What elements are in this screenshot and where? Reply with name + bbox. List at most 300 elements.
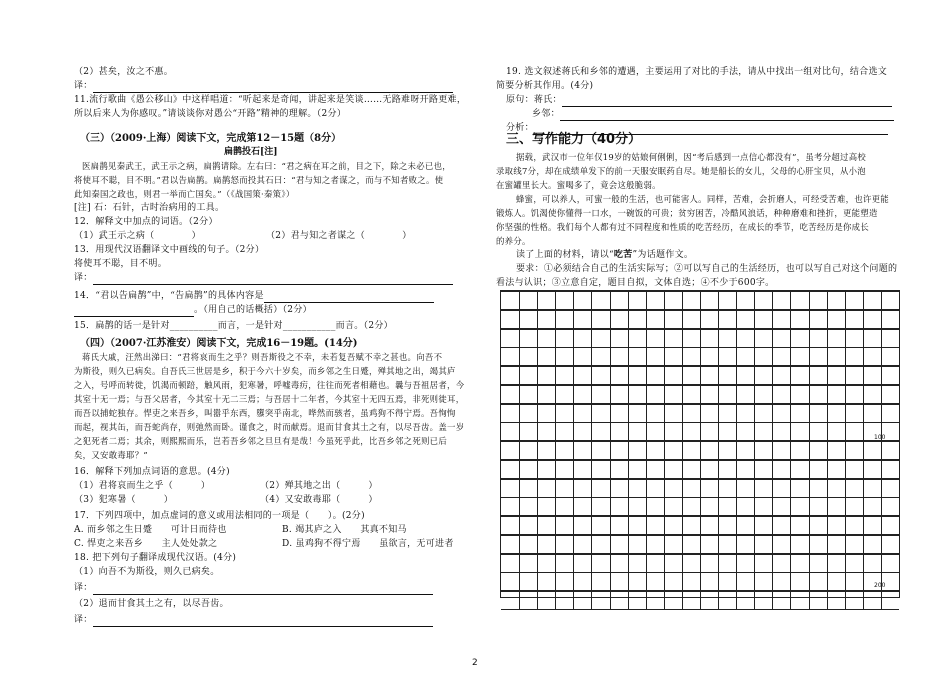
grid-cell[interactable] [809,330,828,347]
grid-cell[interactable] [754,386,773,403]
grid-cell[interactable] [573,442,592,459]
grid-cell[interactable] [827,348,846,365]
grid-cell[interactable] [519,423,538,440]
grid-cell[interactable] [501,386,520,403]
grid-cell[interactable] [845,442,864,459]
grid-cell[interactable] [827,498,846,515]
grid-cell[interactable] [664,555,683,572]
grid-cell[interactable] [863,517,882,534]
grid-cell[interactable] [610,517,629,534]
grid-cell[interactable] [537,573,556,590]
grid-cell[interactable] [682,405,701,422]
grid-cell[interactable] [501,423,520,440]
grid-cell[interactable] [845,461,864,478]
grid-cell[interactable] [519,330,538,347]
grid-cell[interactable] [664,536,683,553]
grid-cell[interactable] [700,367,719,384]
grid-cell[interactable] [736,330,755,347]
grid-cell[interactable] [809,517,828,534]
grid-cell[interactable] [537,480,556,497]
grid-cell[interactable] [555,348,574,365]
grid-cell[interactable] [700,405,719,422]
grid-cell[interactable] [827,573,846,590]
grid-cell[interactable] [501,311,520,328]
grid-cell[interactable] [628,555,647,572]
grid-cell[interactable] [790,423,809,440]
grid-cell[interactable] [700,592,719,609]
grid-cell[interactable] [591,555,610,572]
grid-cell[interactable] [809,536,828,553]
grid-cell[interactable] [772,423,791,440]
grid-cell[interactable] [845,555,864,572]
grid-cell[interactable] [646,330,665,347]
grid-cell[interactable] [754,517,773,534]
grid-cell[interactable] [555,536,574,553]
grid-cell[interactable] [772,517,791,534]
grid-cell[interactable] [555,367,574,384]
grid-cell[interactable] [664,292,683,309]
grid-cell[interactable] [772,461,791,478]
grid-cell[interactable] [736,555,755,572]
grid-cell[interactable] [664,480,683,497]
grid-cell[interactable] [501,498,520,515]
grid-cell[interactable] [754,498,773,515]
grid-cell[interactable] [537,348,556,365]
grid-cell[interactable] [700,386,719,403]
grid-cell[interactable] [682,386,701,403]
grid-cell[interactable] [772,555,791,572]
grid-cell[interactable] [845,348,864,365]
grid-cell[interactable] [827,442,846,459]
grid-cell[interactable] [537,461,556,478]
grid-cell[interactable] [736,386,755,403]
grid-row[interactable] [501,366,899,385]
grid-cell[interactable] [809,292,828,309]
grid-cell[interactable] [610,386,629,403]
grid-cell[interactable] [537,367,556,384]
grid-cell[interactable] [573,461,592,478]
grid-cell[interactable] [573,573,592,590]
grid-cell[interactable] [610,498,629,515]
grid-cell[interactable] [790,330,809,347]
grid-cell[interactable] [827,330,846,347]
grid-cell[interactable] [736,292,755,309]
grid-cell[interactable] [790,386,809,403]
grid-cell[interactable] [718,517,737,534]
grid-cell[interactable] [628,461,647,478]
grid-cell[interactable] [501,517,520,534]
grid-cell[interactable] [573,498,592,515]
grid-cell[interactable] [809,348,828,365]
grid-cell[interactable] [736,405,755,422]
grid-cell[interactable] [845,386,864,403]
grid-row[interactable] [501,572,899,591]
grid-cell[interactable] [772,480,791,497]
grid-cell[interactable] [827,555,846,572]
grid-cell[interactable] [718,573,737,590]
grid-cell[interactable] [519,573,538,590]
grid-cell[interactable] [863,498,882,515]
grid-cell[interactable] [718,442,737,459]
grid-cell[interactable] [754,348,773,365]
grid-cell[interactable] [501,292,520,309]
grid-cell[interactable] [537,405,556,422]
grid-cell[interactable] [646,480,665,497]
grid-cell[interactable] [718,348,737,365]
grid-cell[interactable] [664,517,683,534]
grid-cell[interactable] [664,311,683,328]
grid-cell[interactable] [646,592,665,609]
grid-cell[interactable] [827,517,846,534]
grid-cell[interactable] [555,442,574,459]
grid-cell[interactable] [555,311,574,328]
grid-cell[interactable] [772,386,791,403]
grid-cell[interactable] [772,442,791,459]
grid-cell[interactable] [790,573,809,590]
grid-cell[interactable] [646,386,665,403]
grid-cell[interactable] [682,348,701,365]
grid-cell[interactable] [845,480,864,497]
grid-cell[interactable] [827,405,846,422]
grid-cell[interactable] [537,555,556,572]
grid-cell[interactable] [573,292,592,309]
grid-row[interactable] [501,535,899,554]
grid-cell[interactable] [628,517,647,534]
grid-cell[interactable] [682,480,701,497]
grid-cell[interactable] [718,292,737,309]
grid-cell[interactable] [754,555,773,572]
grid-cell[interactable] [537,536,556,553]
grid-cell[interactable] [555,292,574,309]
grid-cell[interactable] [591,592,610,609]
grid-cell[interactable] [790,461,809,478]
grid-cell[interactable] [790,517,809,534]
grid-cell[interactable] [573,592,592,609]
grid-cell[interactable] [682,555,701,572]
grid-cell[interactable] [827,536,846,553]
grid-cell[interactable] [664,367,683,384]
grid-cell[interactable] [700,423,719,440]
grid-row[interactable] [501,291,899,310]
grid-cell[interactable] [718,592,737,609]
grid-cell[interactable] [664,573,683,590]
answer-line[interactable] [562,96,892,107]
grid-cell[interactable] [682,292,701,309]
grid-cell[interactable] [646,442,665,459]
grid-cell[interactable] [646,536,665,553]
grid-cell[interactable] [845,592,864,609]
grid-row[interactable] [501,460,899,479]
grid-cell[interactable] [628,311,647,328]
grid-cell[interactable] [555,480,574,497]
grid-row[interactable] [501,497,899,516]
grid-row[interactable] [501,591,899,610]
grid-cell[interactable] [646,311,665,328]
grid-cell[interactable] [646,348,665,365]
grid-row[interactable] [501,329,899,348]
grid-cell[interactable] [754,592,773,609]
grid-cell[interactable] [501,330,520,347]
grid-cell[interactable] [700,498,719,515]
grid-cell[interactable] [863,536,882,553]
grid-cell[interactable] [501,461,520,478]
grid-cell[interactable] [555,405,574,422]
grid-cell[interactable] [718,386,737,403]
grid-row[interactable] [501,422,899,441]
grid-row[interactable] [501,347,899,366]
grid-cell[interactable] [628,330,647,347]
grid-cell[interactable] [845,498,864,515]
grid-cell[interactable] [591,330,610,347]
grid-cell[interactable] [537,311,556,328]
grid-cell[interactable] [682,461,701,478]
grid-cell[interactable] [790,348,809,365]
grid-cell[interactable] [519,405,538,422]
grid-cell[interactable] [573,423,592,440]
grid-cell[interactable] [664,330,683,347]
grid-cell[interactable] [863,405,882,422]
grid-cell[interactable] [610,480,629,497]
grid-cell[interactable] [646,555,665,572]
grid-cell[interactable] [754,367,773,384]
grid-cell[interactable] [772,573,791,590]
grid-cell[interactable] [555,461,574,478]
grid-cell[interactable] [682,592,701,609]
grid-cell[interactable] [519,292,538,309]
grid-cell[interactable] [555,423,574,440]
grid-cell[interactable] [863,386,882,403]
grid-cell[interactable] [628,480,647,497]
grid-cell[interactable] [519,555,538,572]
grid-cell[interactable] [610,461,629,478]
grid-cell[interactable] [573,536,592,553]
grid-cell[interactable] [736,573,755,590]
grid-cell[interactable] [664,592,683,609]
grid-cell[interactable] [700,573,719,590]
grid-cell[interactable] [736,423,755,440]
grid-cell[interactable] [863,480,882,497]
grid-cell[interactable] [519,498,538,515]
grid-cell[interactable] [790,536,809,553]
grid-cell[interactable] [591,292,610,309]
grid-cell[interactable] [718,498,737,515]
grid-cell[interactable] [718,480,737,497]
grid-cell[interactable] [754,330,773,347]
grid-cell[interactable] [501,555,520,572]
grid-cell[interactable] [772,498,791,515]
grid-cell[interactable] [736,480,755,497]
grid-cell[interactable] [754,292,773,309]
grid-cell[interactable] [827,480,846,497]
grid-cell[interactable] [682,311,701,328]
grid-cell[interactable] [591,573,610,590]
grid-cell[interactable] [845,330,864,347]
grid-cell[interactable] [827,311,846,328]
grid-cell[interactable] [519,536,538,553]
grid-cell[interactable] [555,517,574,534]
grid-cell[interactable] [718,461,737,478]
grid-cell[interactable] [501,573,520,590]
grid-cell[interactable] [628,536,647,553]
grid-cell[interactable] [790,292,809,309]
essay-writing-grid[interactable] [500,290,900,598]
grid-cell[interactable] [845,517,864,534]
grid-cell[interactable] [591,311,610,328]
answer-line[interactable] [560,110,894,121]
grid-cell[interactable] [591,386,610,403]
grid-cell[interactable] [591,367,610,384]
grid-cell[interactable] [700,348,719,365]
grid-cell[interactable] [790,480,809,497]
grid-cell[interactable] [664,442,683,459]
grid-cell[interactable] [610,311,629,328]
grid-cell[interactable] [628,442,647,459]
grid-cell[interactable] [591,405,610,422]
grid-cell[interactable] [772,405,791,422]
grid-cell[interactable] [736,517,755,534]
grid-cell[interactable] [772,311,791,328]
grid-cell[interactable] [555,386,574,403]
grid-cell[interactable] [790,442,809,459]
grid-cell[interactable] [845,573,864,590]
answer-line[interactable] [93,82,453,93]
grid-cell[interactable] [501,348,520,365]
grid-cell[interactable] [610,405,629,422]
grid-cell[interactable] [501,442,520,459]
grid-cell[interactable] [573,517,592,534]
grid-cell[interactable] [501,367,520,384]
grid-cell[interactable] [646,498,665,515]
grid-cell[interactable] [682,573,701,590]
grid-cell[interactable] [646,367,665,384]
grid-cell[interactable] [628,348,647,365]
grid-cell[interactable] [537,292,556,309]
grid-cell[interactable] [682,498,701,515]
grid-row[interactable] [501,404,899,423]
grid-cell[interactable] [610,367,629,384]
grid-cell[interactable] [827,292,846,309]
grid-cell[interactable] [700,330,719,347]
grid-cell[interactable] [809,442,828,459]
grid-cell[interactable] [610,592,629,609]
grid-cell[interactable] [591,461,610,478]
grid-cell[interactable] [537,423,556,440]
grid-cell[interactable] [646,461,665,478]
grid-cell[interactable] [772,292,791,309]
grid-row[interactable] [501,516,899,535]
answer-line[interactable] [93,274,453,285]
grid-cell[interactable] [809,423,828,440]
grid-cell[interactable] [664,348,683,365]
grid-cell[interactable] [519,386,538,403]
grid-row[interactable] [501,479,899,498]
grid-cell[interactable] [754,442,773,459]
grid-cell[interactable] [646,292,665,309]
grid-cell[interactable] [772,592,791,609]
grid-cell[interactable] [700,536,719,553]
grid-cell[interactable] [501,592,520,609]
grid-cell[interactable] [628,423,647,440]
grid-cell[interactable] [628,367,647,384]
grid-cell[interactable] [664,461,683,478]
grid-cell[interactable] [646,405,665,422]
grid-cell[interactable] [573,348,592,365]
grid-cell[interactable] [790,367,809,384]
grid-cell[interactable] [845,405,864,422]
grid-cell[interactable] [628,405,647,422]
grid-cell[interactable] [610,573,629,590]
grid-cell[interactable] [519,442,538,459]
grid-cell[interactable] [754,423,773,440]
grid-cell[interactable] [827,386,846,403]
grid-cell[interactable] [501,480,520,497]
grid-row[interactable] [501,441,899,460]
grid-cell[interactable] [736,498,755,515]
grid-row[interactable] [501,554,899,573]
grid-cell[interactable] [519,592,538,609]
grid-cell[interactable] [664,386,683,403]
grid-cell[interactable] [845,423,864,440]
grid-cell[interactable] [591,517,610,534]
grid-cell[interactable] [628,498,647,515]
grid-cell[interactable] [537,386,556,403]
grid-cell[interactable] [555,330,574,347]
grid-cell[interactable] [827,423,846,440]
grid-cell[interactable] [845,536,864,553]
grid-cell[interactable] [845,292,864,309]
grid-cell[interactable] [682,423,701,440]
grid-cell[interactable] [718,311,737,328]
grid-cell[interactable] [519,348,538,365]
grid-cell[interactable] [772,330,791,347]
grid-cell[interactable] [555,592,574,609]
grid-cell[interactable] [591,480,610,497]
grid-cell[interactable] [736,442,755,459]
grid-cell[interactable] [863,292,882,309]
grid-cell[interactable] [700,480,719,497]
grid-cell[interactable] [537,592,556,609]
grid-cell[interactable] [591,423,610,440]
grid-cell[interactable] [863,367,882,384]
grid-cell[interactable] [519,517,538,534]
grid-cell[interactable] [754,311,773,328]
grid-cell[interactable] [845,367,864,384]
grid-cell[interactable] [718,555,737,572]
grid-cell[interactable] [736,536,755,553]
grid-cell[interactable] [610,292,629,309]
grid-cell[interactable] [555,498,574,515]
grid-cell[interactable] [754,573,773,590]
grid-cell[interactable] [736,348,755,365]
answer-line[interactable] [74,306,194,317]
grid-row[interactable] [501,385,899,404]
grid-cell[interactable] [809,367,828,384]
grid-cell[interactable] [610,555,629,572]
grid-cell[interactable] [809,405,828,422]
grid-cell[interactable] [809,461,828,478]
grid-cell[interactable] [863,311,882,328]
grid-cell[interactable] [537,330,556,347]
grid-cell[interactable] [863,442,882,459]
grid-cell[interactable] [573,311,592,328]
grid-cell[interactable] [591,442,610,459]
grid-cell[interactable] [863,348,882,365]
answer-line[interactable] [264,292,434,303]
grid-cell[interactable] [537,517,556,534]
grid-cell[interactable] [682,367,701,384]
grid-cell[interactable] [610,423,629,440]
grid-cell[interactable] [754,405,773,422]
